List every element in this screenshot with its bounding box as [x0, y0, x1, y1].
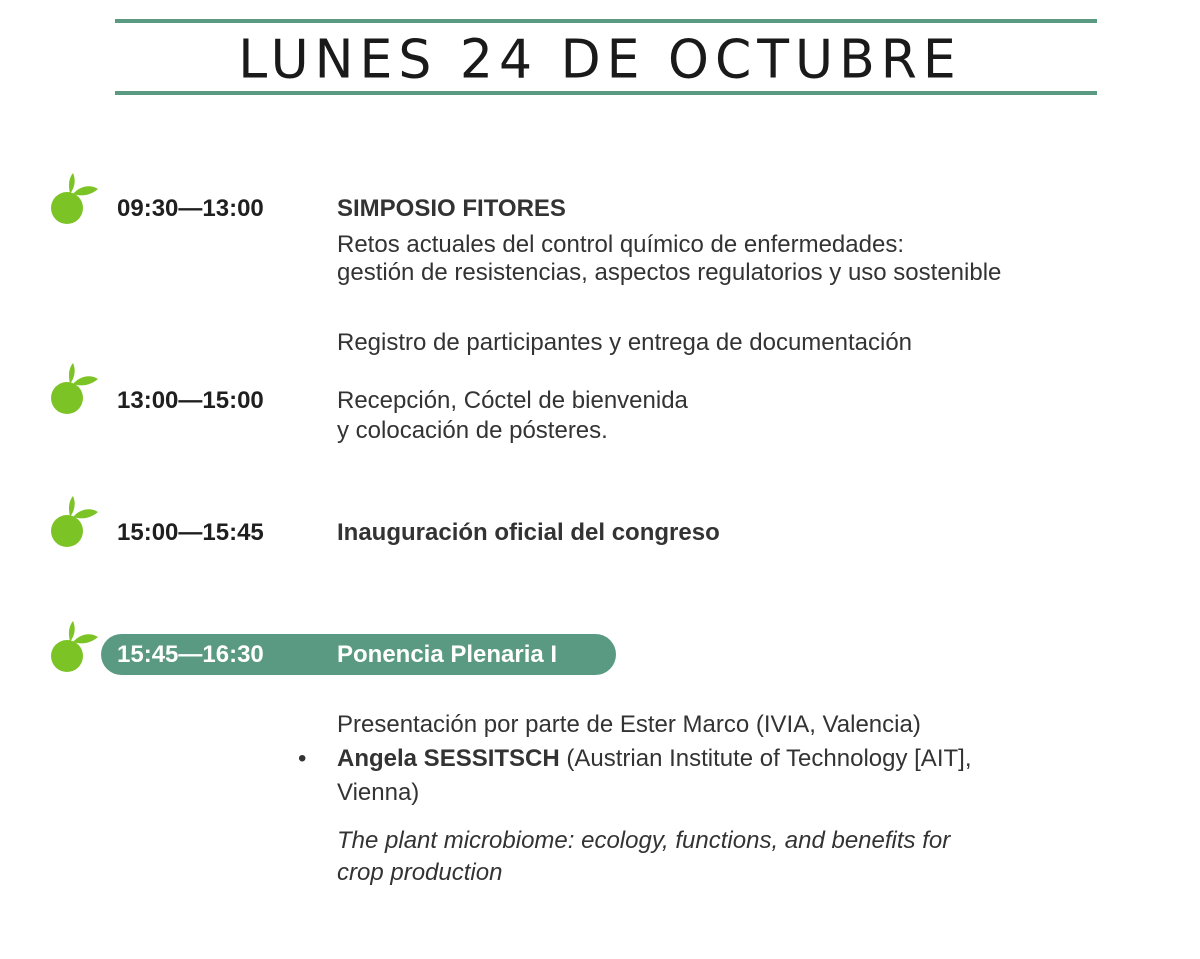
registration-note: Registro de participantes y entrega de documentación: [337, 329, 913, 356]
page-title: LUNES 24 DE OCTUBRE: [238, 29, 962, 91]
speaker-affiliation: (Austrian Institute of Technology [AIT],: [559, 745, 972, 772]
sprout-icon: [48, 360, 100, 416]
presenter-intro: Presentación por parte de Ester Marco (IVIA, Valencia): [337, 711, 921, 738]
talk-title: crop production: [337, 859, 503, 886]
speaker-name: Angela SESSITSCH: [337, 745, 560, 772]
sprout-icon: [48, 618, 100, 674]
session-time: 15:00—15:45: [117, 519, 264, 546]
talk-title: The plant microbiome: ecology, functions, and benefits for: [337, 827, 951, 854]
header-bottom-rule: [115, 91, 1097, 95]
session-description: Recepción, Cóctel de bienvenida: [337, 387, 688, 414]
sprout-icon: [48, 493, 100, 549]
session-title: SIMPOSIO FITORES: [337, 195, 566, 222]
session-description: Retos actuales del control químico de enfermedades:: [337, 231, 904, 258]
session-title: Inauguración oficial del congreso: [337, 519, 720, 546]
speaker-city: Vienna): [337, 779, 420, 806]
session-time: 13:00—15:00: [117, 387, 264, 414]
session-title: Ponencia Plenaria I: [337, 641, 558, 668]
session-description: y colocación de pósteres.: [337, 417, 608, 444]
session-time: 15:45—16:30: [117, 641, 264, 668]
session-description: gestión de resistencias, aspectos regulatorios y uso sostenible: [337, 259, 1002, 286]
bullet-marker: •: [298, 745, 307, 772]
session-time: 09:30—13:00: [117, 195, 264, 222]
sprout-icon: [48, 170, 100, 226]
plenary-highlight-pill: [101, 634, 616, 675]
speaker-line: [337, 744, 971, 774]
header-top-rule: [115, 19, 1097, 23]
